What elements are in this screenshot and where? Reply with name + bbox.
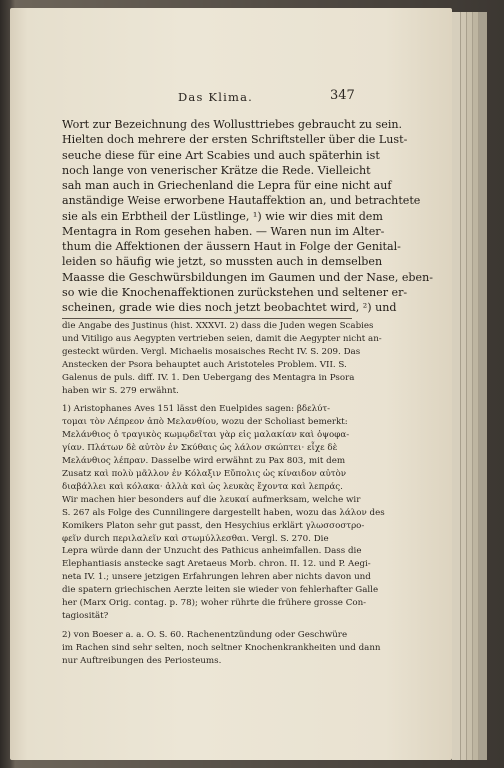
footnote-line: her (Marx Orig. contag. p. 78); woher rührte die frühere grosse Con- — [62, 598, 367, 609]
text-line: noch lange von venerischer Krätze die Rede. Vielleicht — [62, 163, 371, 177]
text-line: anständige Weise erworbene Hautaffektion an, und betrachtete — [62, 194, 421, 208]
footnote-line: διαβάλλει καὶ κόλακα· ἀλλὰ καὶ ὡς λευκὰς ἔχοντα καὶ λεπράς. — [62, 481, 343, 492]
main-text — [62, 117, 433, 315]
footnote-line: Lepra würde dann der Unzucht des Pathicus anheimfallen. Dass die — [62, 546, 362, 557]
footnote-line: Anstecken der Psora behauptet auch Aristoteles Problem. VII. S. — [62, 359, 347, 370]
text-line: scheinen, grade wie dies noch jetzt beobachtet wird, ²) und — [62, 301, 397, 314]
footnote-line: neta IV. 1.; unsere jetzigen Erfahrungen lehren aber nichts davon und — [62, 572, 371, 583]
footnote-line: Zusatz καὶ πολὺ μᾶλλον ἐν Κόλαξιν Εὔπολις ὡς κίναιδον αὐτὸν — [62, 468, 347, 479]
text-line: Wort zur Bezeichnung des Wollusttriebes gebraucht zu sein. — [62, 118, 403, 131]
footnote-line: tagiosität? — [62, 610, 109, 621]
footnote-line: τομαι τὸν Λέπρεον ἀπὸ Μελανθίου, wozu der Scholiast bemerkt: — [62, 417, 348, 428]
text-line: seuche diese für eine Art Scabies und auch späterhin ist — [62, 148, 380, 162]
running-title: Das Klima. — [178, 90, 253, 104]
text-line: leiden so häufig wie jetzt, so mussten auch in demselben — [62, 255, 383, 269]
page-number: 347 — [330, 88, 355, 103]
footnote-line: Μελάνθιος λέπραν. Dasselbe wird erwähnt zu Pax 803, mit dem — [62, 456, 346, 467]
text-line: sie als ein Erbtheil der Lüstlinge, ¹) wie wir dies mit dem — [62, 209, 383, 223]
text-line: thum die Affektionen der äussern Haut in Folge der Genital- — [62, 240, 401, 253]
footnote-line: Galenus de puls. diff. IV. 1. Den Uebergang des Mentagra in Psora — [62, 372, 355, 383]
footnote-line: Komikers Platon sehr gut passt, den Hesychius erklärt γλωσσοστρο- — [62, 520, 365, 531]
text-line: Hielten doch mehrere der ersten Schriftsteller über die Lust- — [62, 133, 408, 147]
footnote-line: die Angabe des Justinus (hist. XXXVI. 2) dass die Juden wegen Scabies — [62, 321, 374, 331]
footnote-line: φεῖν durch περιλαλεῖν καὶ στωμύλλεσθαι. Vergl. S. 270. Die — [62, 533, 329, 544]
footnote-line: haben wir S. 279 erwähnt. — [62, 385, 179, 396]
footnote-line: Wir machen hier besonders auf die λευκαί aufmerksam, welche wir — [62, 494, 361, 505]
footnote-line: Elephantiasis anstecke sagt Aretaeus Morb. chron. II. 12. und P. Aegi- — [62, 559, 371, 570]
footnote-rule — [62, 318, 352, 319]
footnote-line: gesteckt würden. Vergl. Michaelis mosaisches Recht IV. S. 209. Das — [62, 346, 361, 357]
footnote-line: S. 267 als Folge des Cunnilingere dargestellt haben, wozu das λάλον des — [62, 507, 385, 518]
page-edge — [452, 12, 461, 760]
text-line: Maasse die Geschwürsbildungen im Gaumen und der Nase, eben- — [62, 270, 433, 284]
page-edge — [478, 12, 487, 760]
footnote-line: γίαν. Πλάτων δὲ αὐτὸν ἐν Σκύθαις ὡς λάλον σκώπτει· εἶχε δὲ — [62, 443, 338, 454]
page-edge — [472, 12, 479, 760]
footnote-line: im Rachen sind sehr selten, noch seltner Knochenkrankheiten und dann — [62, 642, 381, 653]
text-line: so wie die Knochenaffektionen zurückstehen und seltener er- — [62, 285, 408, 299]
page-edge — [466, 12, 473, 760]
footnote-line: Μελάνθιος ὁ τραγικὸς κωμῳδεῖται γὰρ εἰς μαλακίαν καὶ ὀψοφα- — [62, 430, 350, 441]
footnote-line: die spatern griechischen Aerzte leiten sie wieder von fehlerhafter Galle — [62, 585, 379, 596]
page-edge — [460, 12, 467, 760]
footnote-line: 1) Aristophanes Aves 151 lässt den Euelpides sagen: βδελύτ- — [62, 404, 331, 415]
footnote-line: nur Auftreibungen des Periosteums. — [62, 655, 222, 666]
footnote-line: 2) von Boeser a. a. O. S. 60. Rachenentzündung oder Geschwüre — [62, 629, 348, 640]
text-line: sah man auch in Griechenland die Lepra für eine nicht auf — [62, 179, 392, 192]
footnote-line: und Vitiligo aus Aegypten vertrieben seien, damit die Aegypter nicht an- — [62, 333, 382, 344]
text-line: Mentagra in Rom gesehen haben. — Waren nun im Alter- — [62, 224, 385, 238]
footnotes — [62, 320, 385, 668]
